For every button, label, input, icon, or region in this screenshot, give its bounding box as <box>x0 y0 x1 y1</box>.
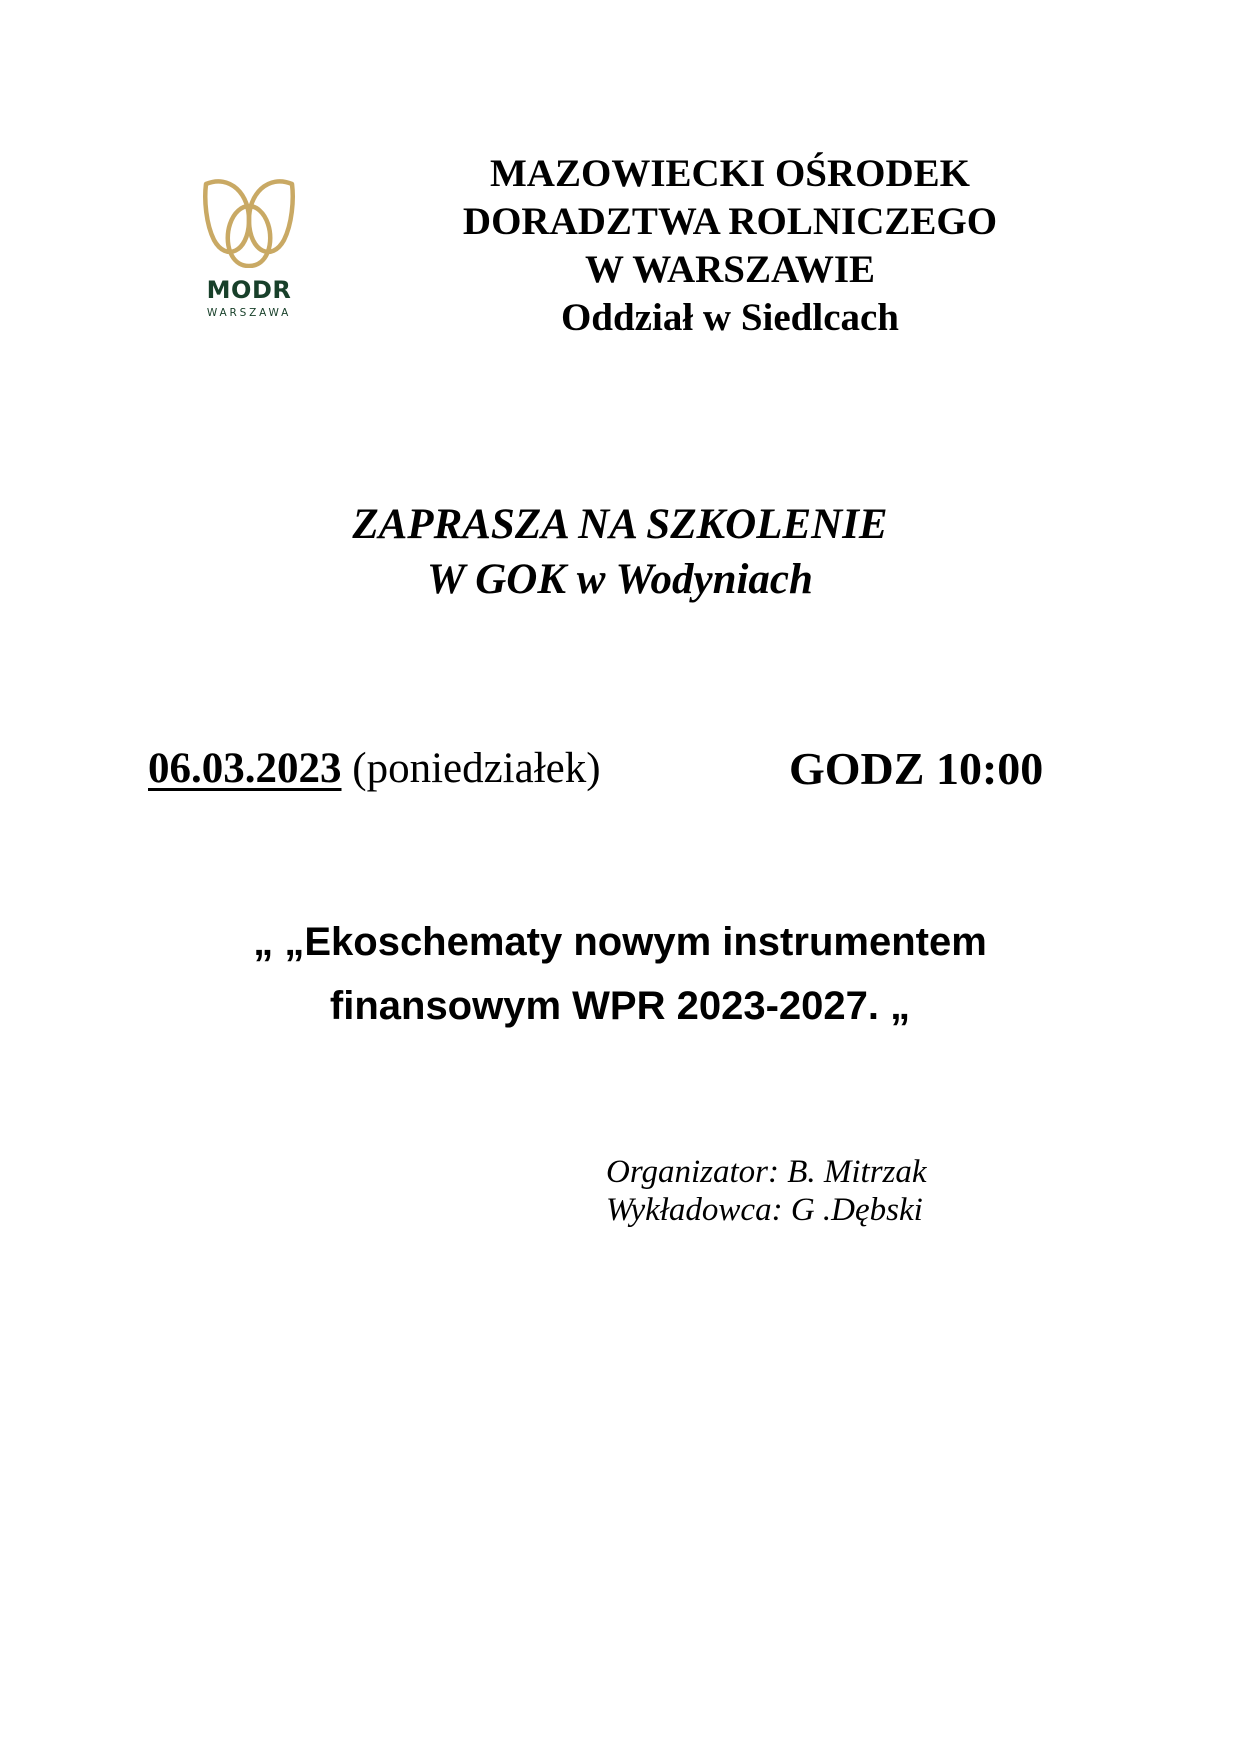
modr-logo <box>196 176 302 322</box>
training-topic <box>180 910 1060 1038</box>
organization-line-2: DORADZTWA ROLNICZEGO <box>462 200 998 243</box>
event-time: GODZ 10:00 <box>789 743 1044 794</box>
credits <box>606 1153 927 1229</box>
organization-line-1: MAZOWIECKI OŚRODEK <box>490 152 970 195</box>
event-date-line <box>148 743 601 795</box>
organizer: Organizator: B. Mitrzak <box>606 1154 927 1190</box>
lecturer: Wykładowca: G .Dębski <box>606 1192 923 1228</box>
logo-city: WARSZAWA <box>206 307 292 319</box>
invitation-line-1: ZAPRASZA NA SZKOLENIE <box>352 501 888 548</box>
event-weekday: (poniedziałek) <box>341 745 601 792</box>
topic-line-1: „ „Ekoschematy nowym instrumentem <box>253 920 987 964</box>
organization-line-3: W WARSZAWIE <box>584 248 876 291</box>
organization-header <box>420 150 1040 342</box>
trefoil-knot-icon <box>200 176 298 268</box>
invitation-heading <box>230 497 1010 607</box>
organization-branch: Oddział w Siedlcach <box>560 296 900 339</box>
topic-line-2: finansowym WPR 2023-2027. „ <box>329 984 911 1028</box>
logo-name: MODR <box>206 276 292 304</box>
event-date: 06.03.2023 <box>148 745 342 792</box>
invitation-location: W GOK w Wodyniach <box>427 556 813 603</box>
